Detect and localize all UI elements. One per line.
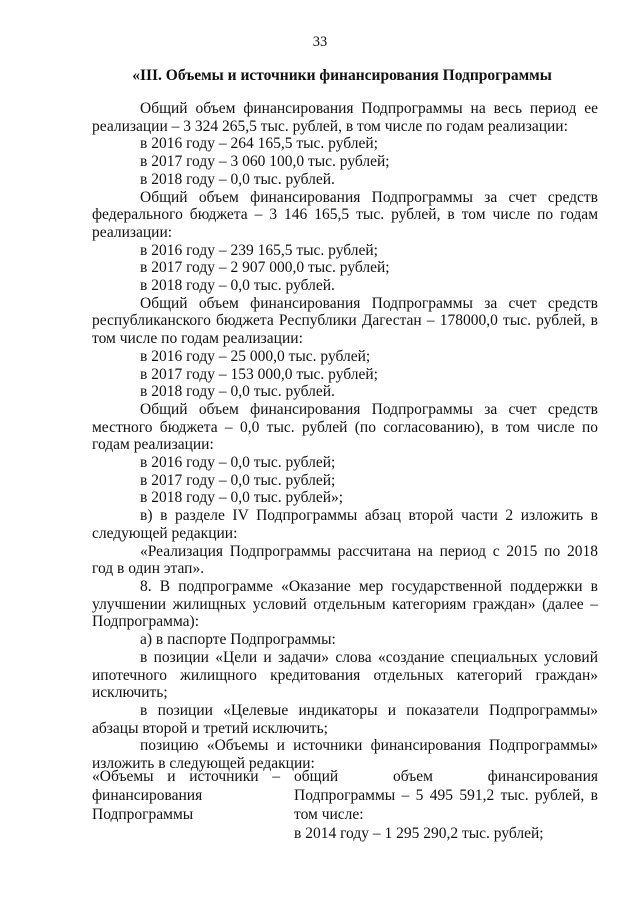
paragraph: позицию «Объемы и источники финансирования Подпрограммы» изложить в следующей редакции: (92, 737, 598, 773)
left-word: «Объемы (92, 768, 154, 785)
paragraph: в 2017 году – 3 060 100,0 тыс. рублей; (140, 153, 390, 171)
paragraph: «Реализация Подпрограммы рассчитана на период с 2015 по 2018 год в один этап». (92, 542, 598, 578)
paragraph: в 2016 году – 0,0 тыс. рублей; (140, 454, 336, 472)
table-right-cell (294, 767, 598, 843)
paragraph: Общий объем финансирования Подпрограммы за счет средств местного бюджета – 0,0 тыс. рублей (по согласованию), в том числе по годам реализации: (92, 400, 598, 454)
table-left-cell (92, 767, 280, 824)
paragraph: в 2018 году – 0,0 тыс. рублей. (140, 170, 335, 188)
paragraph: Общий объем финансирования Подпрограммы за счет средств республиканского бюджета Республики Дагестан – 178000,0 тыс. рублей, в том числе по годам реализации: (92, 294, 598, 348)
right-line: общий объем финансирования Подпрограммы – 5 495 591,2 тыс. рублей, в том числе: (294, 768, 598, 823)
paragraph: в 2016 году – 264 165,5 тыс. рублей; (140, 135, 378, 153)
left-word: и (167, 768, 176, 785)
left-cell-first-line (92, 767, 280, 786)
paragraph: в 2017 году – 153 000,0 тыс. рублей; (140, 365, 378, 383)
left-dash: – (272, 768, 280, 785)
left-cell-rest: финансирования Подпрограммы (92, 787, 203, 823)
paragraph: в 2018 году – 0,0 тыс. рублей. (140, 383, 335, 401)
page-number: 33 (312, 34, 328, 50)
paragraph: в 2016 году – 239 165,5 тыс. рублей; (140, 241, 378, 259)
paragraph: в позиции «Целевые индикаторы и показатели Подпрограммы» абзацы второй и третий исключить; (92, 701, 598, 737)
paragraph: в позиции «Цели и задачи» слова «создание специальных условий ипотечного жилищного кредитования отдельных категорий граждан» исключить; (92, 648, 598, 702)
paragraph: в 2017 году – 0,0 тыс. рублей; (140, 471, 336, 489)
left-word: источники (189, 768, 259, 785)
paragraph: Общий объем финансирования Подпрограммы на весь период ее реализации – 3 324 265,5 тыс. рублей, в том числе по годам реализации: (92, 100, 598, 135)
paragraph: а) в паспорте Подпрограммы: (140, 631, 336, 649)
paragraph: в 2017 году – 2 907 000,0 тыс. рублей; (140, 259, 390, 277)
paragraph: Общий объем финансирования Подпрограммы за счет средств федерального бюджета – 3 146 165,5 тыс. рублей, в том числе по годам реализации: (92, 188, 598, 241)
right-line: в 2014 году – 1 295 290,2 тыс. рублей; (294, 825, 544, 842)
paragraph: в 2016 году – 25 000,0 тыс. рублей; (140, 347, 371, 365)
paragraph: в 2018 году – 0,0 тыс. рублей. (140, 277, 335, 295)
paragraph: 8. В подпрограмме «Оказание мер государственной поддержки в улучшении жилищных условий отдельным категориям граждан» (далее – Подпрограмма): (92, 577, 598, 631)
paragraph: в) в разделе IV Подпрограммы абзац второй части 2 изложить в следующей редакции: (92, 507, 598, 542)
document-body (92, 100, 598, 773)
section-heading: «III. Объемы и источники финансирования Подпрограммы (132, 67, 552, 84)
paragraph: в 2018 году – 0,0 тыс. рублей»; (140, 489, 344, 507)
